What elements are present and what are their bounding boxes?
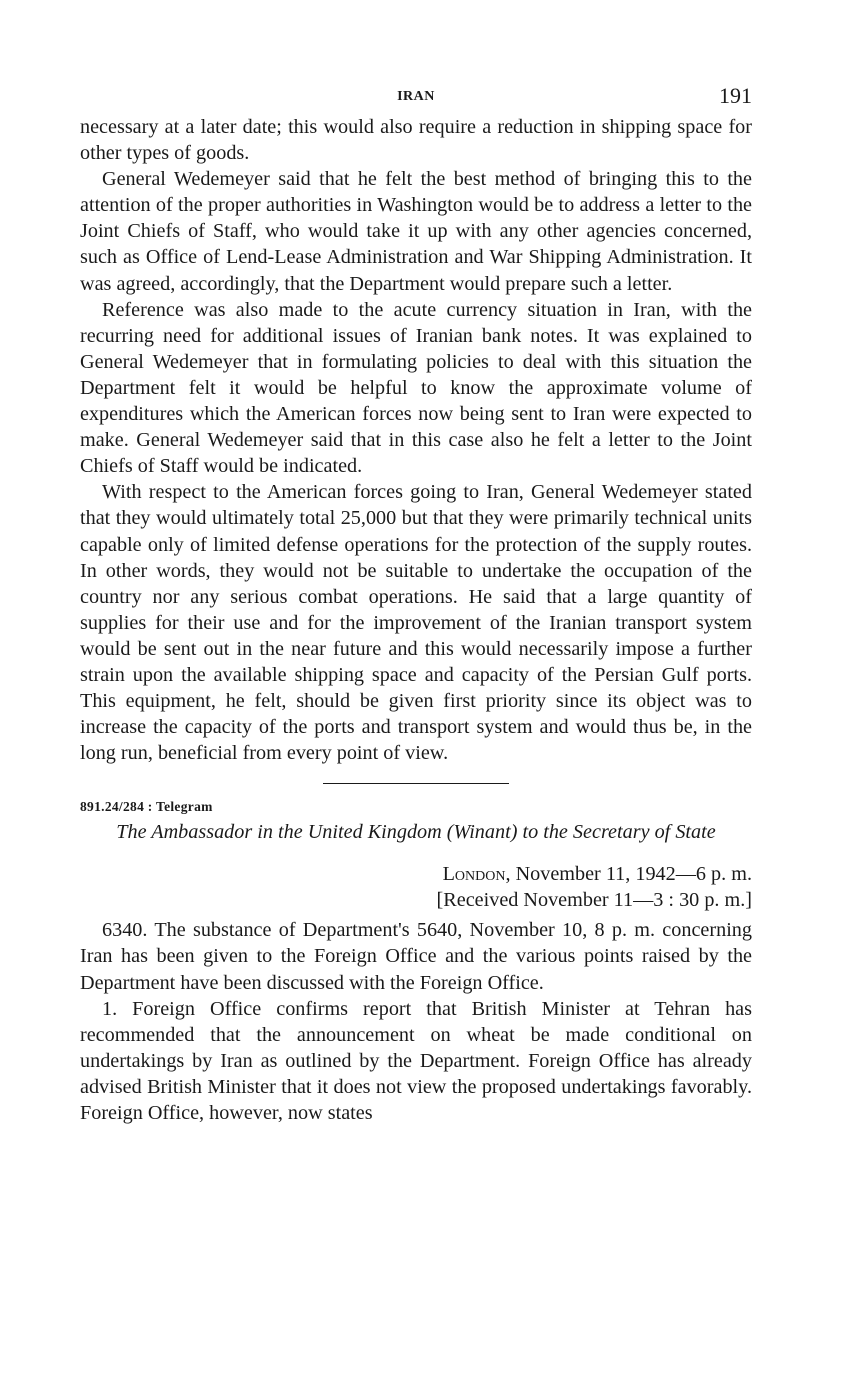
dateline-block (80, 861, 752, 913)
paragraph-continued: necessary at a later date; this would also require a reduction in shipping space for other types of goods. (80, 116, 752, 165)
dateline (80, 861, 752, 887)
dateline-date: , November 11, 1942—6 p. m. (505, 863, 752, 886)
section-divider (323, 783, 509, 784)
paragraph-american-forces: With respect to the American forces going to Iran, General Wedemeyer stated that they would ultimately total 25,000 but that they were primarily technical units capable only of limited defense operations for the protection of the supply routes. In other words, they would not be suitable to undertake the occupation of the country nor any serious combat operations. He said that a large quantity of supplies for their use and for the improvement of the Iranian transport system would be sent out in the near future and this would necessarily impose a further strain upon the available shipping space and capacity of the Persian Gulf ports. This equipment, he felt, should be given first priority since its object was to increase the capacity of the ports and transport system and would thus be, in the long run, beneficial from every point of view. (80, 481, 752, 765)
document-page (80, 80, 752, 1126)
page-number: 191 (719, 83, 752, 108)
telegram-paragraph-1: 1. Foreign Office confirms report that British Minister at Tehran has recommended that the announcement on wheat be made conditional on undertakings by Iran as outlined by the Department. Foreign Office has already advised British Minister that it does not view the proposed undertakings favorably. Foreign Office, however, now states (80, 997, 752, 1124)
document-title: The Ambassador in the United Kingdom (Winant) to the Secretary of State (116, 821, 716, 844)
dateline-place: London (442, 863, 506, 886)
paragraph-currency: Reference was also made to the acute currency situation in Iran, with the recurring need for additional issues of Iranian bank notes. It was explained to General Wedemeyer that in formulating policies to deal with this situation the Department felt it would be helpful to know the approximate volume of expenditures which the American forces now being sent to Iran were expected to make. General Wedemeyer said that in this case also he felt a letter to the Joint Chiefs of Staff would be indicated. (80, 298, 752, 478)
running-head (80, 80, 752, 114)
paragraph-wedemeyer-letter: General Wedemeyer said that he felt the best method of bringing this to the attention of the proper authorities in Washington would be to address a letter to the Joint Chiefs of Staff, who would take it up with any other agencies concerned, such as Office of Lend-Lease Administration and War Shipping Administration. It was agreed, accordingly, that the Department would prepare such a letter. (80, 168, 752, 295)
received-note: [Received November 11—3 : 30 p. m.] (436, 889, 752, 912)
file-reference: 891.24/284 : Telegram (80, 799, 213, 815)
running-title: IRAN (397, 89, 435, 104)
telegram-paragraph-intro: 6340. The substance of Department's 5640, November 10, 8 p. m. concerning Iran has been given to the Foreign Office and the various points raised by the Department have been discussed with the Foreign Office. (80, 919, 752, 994)
